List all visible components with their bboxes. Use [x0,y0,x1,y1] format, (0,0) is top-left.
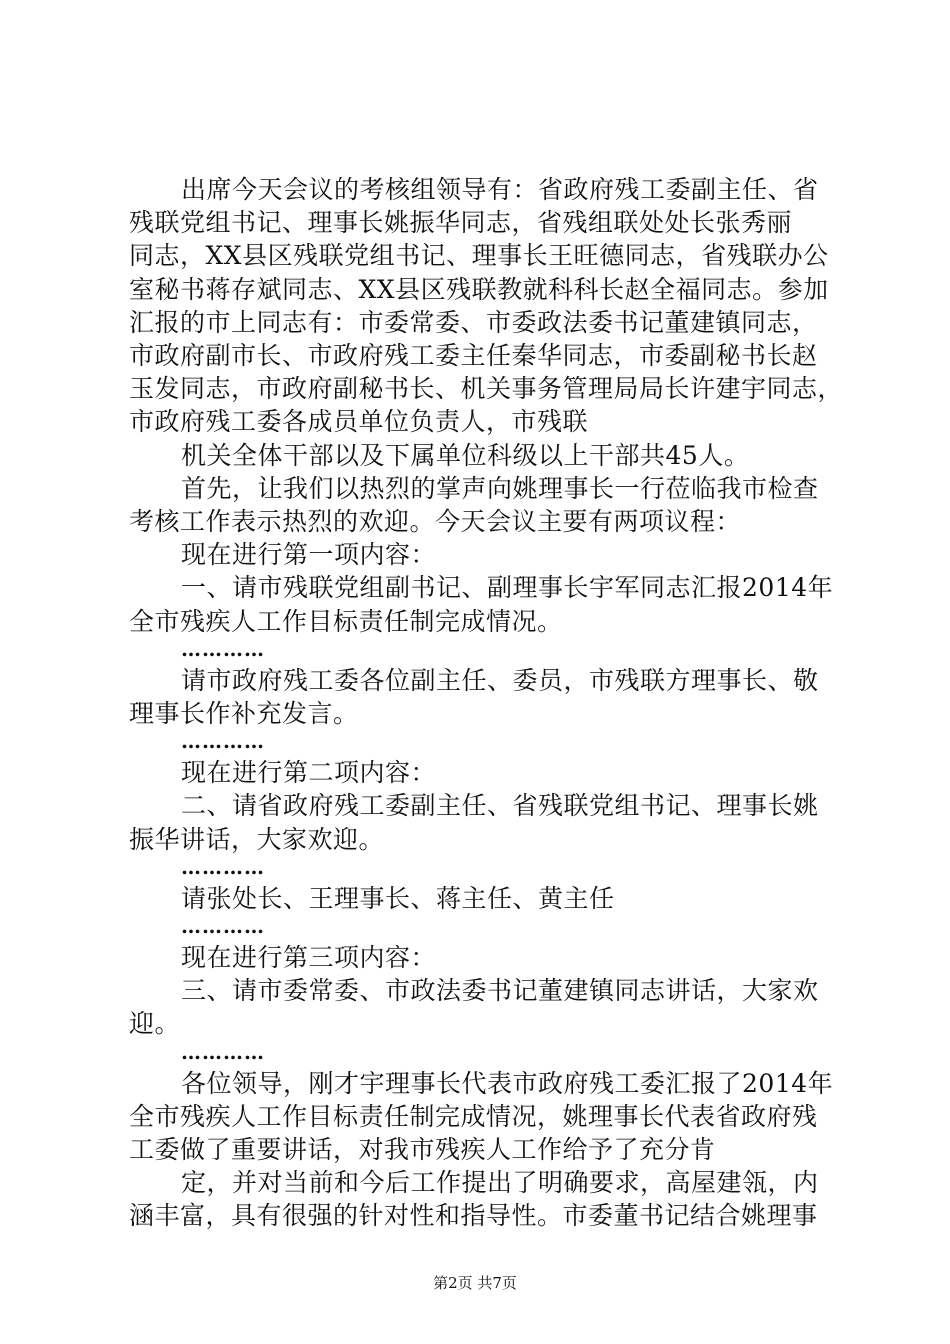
text-line: 现在进行第二项内容： [181,758,437,787]
text-line: 残联党组书记、理事长姚振华同志，省残组联处处长张秀丽 [129,208,793,237]
text-line: 涵丰富，具有很强的针对性和指导性。市委董书记结合姚理事 [129,1201,818,1230]
ellipsis-line: ………… [181,855,265,879]
text-line: 请张处长、王理事长、蒋主任、黄主任 [181,884,615,913]
text-line: 现在进行第三项内容： [181,943,437,972]
text-line: 机关全体干部以及下属单位科级以上干部共45人。 [181,441,750,470]
text-line: 振华讲话，大家欢迎。 [129,825,385,854]
ellipsis-line: ………… [181,914,265,938]
ellipsis-line: ………… [181,637,265,661]
page-number: 第2页 共7页 [433,1274,517,1292]
text-line: 迎。 [129,1009,181,1038]
text-line: 考核工作表示热烈的欢迎。今天会议主要有两项议程： [129,507,742,536]
text-line: 各位领导，刚才宇理事长代表市政府残工委汇报了2014年 [181,1069,834,1098]
ellipsis-line: ………… [181,1040,265,1064]
text-line: 理事长作补充发言。 [129,699,359,728]
text-line: 定，并对当前和今后工作提出了明确要求，高屋建瓴，内 [181,1168,819,1197]
text-line: 玉发同志，市政府副秘书长、机关事务管理局局长许建宇同志， [129,374,844,403]
text-line: 现在进行第一项内容： [181,540,437,569]
text-line: 室秘书蒋存斌同志、XX县区残联教就科科长赵全福同志。参加 [129,275,829,304]
text-line: 全市残疾人工作目标责任制完成情况。 [129,607,563,636]
text-line: 全市残疾人工作目标责任制完成情况，姚理事长代表省政府残 [129,1102,818,1131]
text-line: 工委做了重要讲话，对我市残疾人工作给予了充分肯 [129,1135,716,1164]
text-line: 三、请市委常委、市政法委书记董建镇同志讲话，大家欢 [181,976,819,1005]
text-line: 市政府副市长、市政府残工委主任秦华同志，市委副秘书长赵 [129,341,818,370]
ellipsis-line: ………… [181,729,265,753]
text-line: 一、请市残联党组副书记、副理事长宇军同志汇报2014年 [181,573,834,602]
text-line: 二、请省政府残工委副主任、省残联党组书记、理事长姚 [181,791,819,820]
text-line: 首先，让我们以热烈的掌声向姚理事长一行莅临我市检查 [181,474,819,503]
text-line: 汇报的市上同志有：市委常委、市委政法委书记董建镇同志， [129,308,818,337]
text-line: 请市政府残工委各位副主任、委员，市残联方理事长、敬 [181,666,819,695]
text-line: 同志，XX县区残联党组书记、理事长王旺德同志，省残联办公 [129,241,829,270]
text-line: 出席今天会议的考核组领导有：省政府残工委副主任、省 [181,175,819,204]
text-line: 市政府残工委各成员单位负责人，市残联 [129,407,589,436]
